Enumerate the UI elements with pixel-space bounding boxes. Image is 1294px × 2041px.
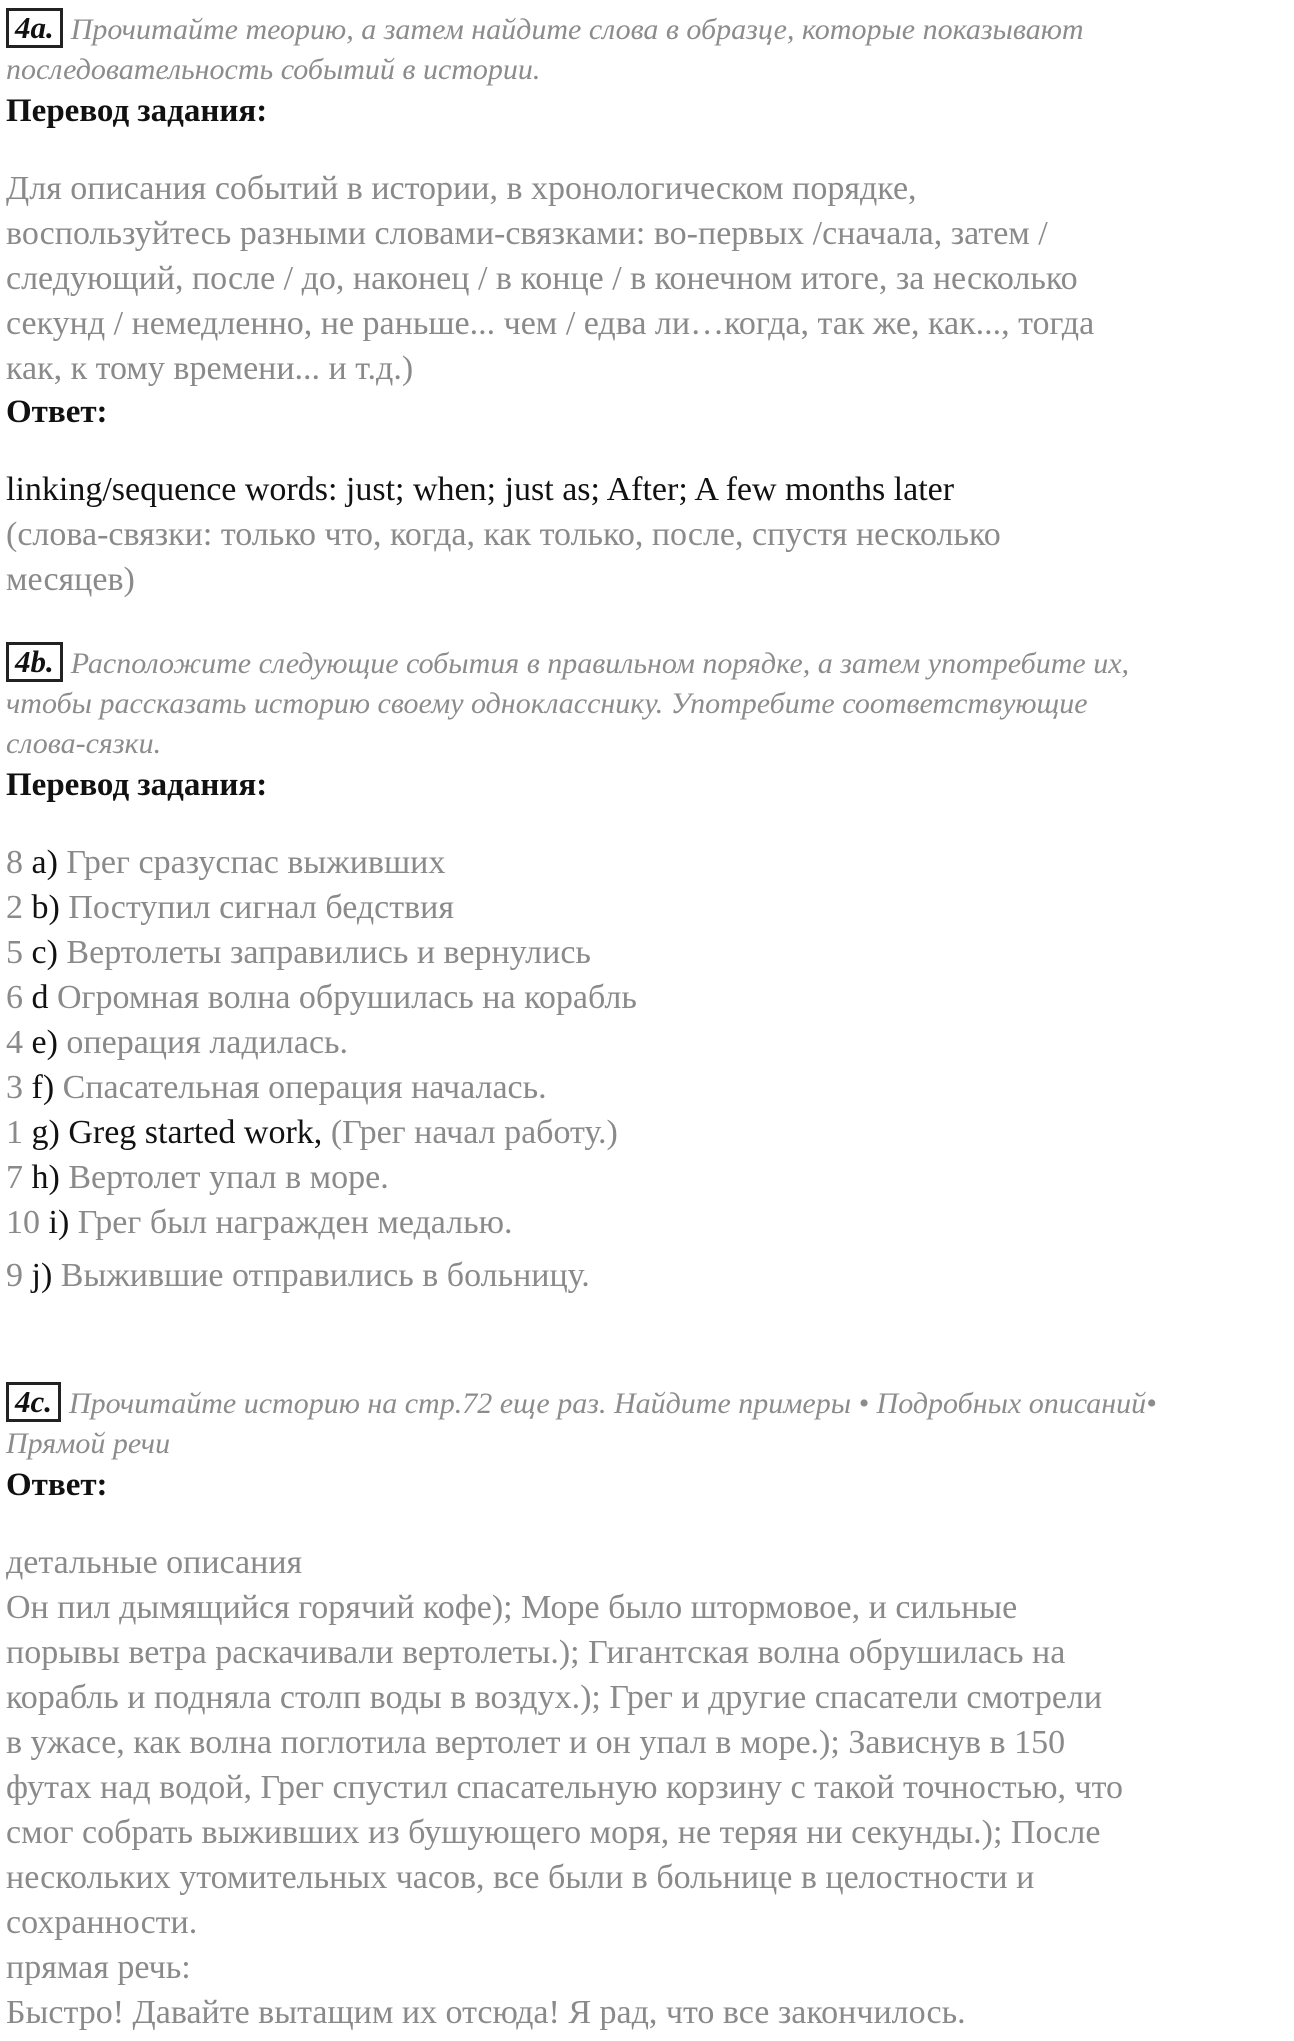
- task-4c-detailed-line: Он пил дымящийся горячий кофе); Море было штормовое, и сильные: [6, 1589, 1018, 1626]
- list-item: [6, 1253, 1286, 1298]
- task-4c-detailed-label: детальные описания: [6, 1544, 303, 1581]
- task-4a-answer-russian-line: (слова-связки: только что, когда, как только, после, спустя несколько: [6, 516, 1001, 553]
- item-letter: d: [31, 979, 49, 1016]
- item-order-number: 8: [6, 844, 23, 881]
- task-4b-instruction-text-1: Расположите следующие события в правильном порядке, а затем употребите их,: [70, 647, 1130, 680]
- task-4a-instruction-text-1: Прочитайте теорию, а затем найдите слова в образце, которые показывают: [70, 13, 1084, 46]
- item-order-number: 2: [6, 889, 23, 926]
- item-order-number: 4: [6, 1024, 23, 1061]
- task-4c: [6, 1382, 1286, 2035]
- list-item: [6, 840, 1286, 885]
- item-order-number: 7: [6, 1159, 23, 1196]
- task-4a-answer-russian-line: месяцев): [6, 561, 135, 598]
- item-text: (Грег начал работу.): [330, 1114, 618, 1151]
- task-4c-detailed-line: порывы ветра раскачивали вертолеты.); Гигантская волна обрушилась на: [6, 1634, 1066, 1671]
- item-order-number: 5: [6, 934, 23, 971]
- task-4a-translation-heading: Перевод задания:: [6, 93, 268, 129]
- list-item: [6, 975, 1286, 1020]
- item-letter: g): [31, 1114, 60, 1151]
- page-content: [6, 8, 1286, 2035]
- item-letter: a): [31, 844, 58, 881]
- item-letter: j): [31, 1257, 53, 1294]
- task-4b-instruction-line-2: чтобы рассказать историю своему однокласснику. Употребите соответствующие: [6, 687, 1088, 720]
- item-letter: e): [31, 1024, 58, 1061]
- task-4b-event-list: [6, 840, 1286, 1298]
- item-text: Огромная волна обрушилась на корабль: [57, 979, 637, 1016]
- item-text: Выжившие отправились в больницу.: [60, 1257, 590, 1294]
- item-order-number: 1: [6, 1114, 23, 1151]
- item-letter: b): [31, 889, 60, 926]
- task-4a-translation-line: воспользуйтесь разными словами-связками: во-первых /сначала, затем /: [6, 215, 1048, 252]
- item-letter: i): [48, 1204, 70, 1241]
- list-item: [6, 930, 1286, 975]
- task-4b-translation-heading: Перевод задания:: [6, 767, 268, 803]
- list-item: [6, 1200, 1286, 1245]
- item-letter: h): [31, 1159, 60, 1196]
- task-4c-badge: 4c.: [6, 1382, 61, 1422]
- task-4a-badge: 4a.: [6, 8, 63, 48]
- task-4c-instruction-text-1: Прочитайте историю на стр.72 еще раз. Найдите примеры • Подробных описаний•: [69, 1387, 1157, 1420]
- task-4c-direct-label: прямая речь:: [6, 1949, 191, 1986]
- task-4c-instruction-line-1: [6, 1382, 1286, 1424]
- item-english-text: Greg started work,: [68, 1114, 323, 1151]
- task-4c-detailed-line: корабль и подняла столп воды в воздух.); Грег и другие спасатели смотрели: [6, 1679, 1103, 1716]
- task-4c-detailed-line: сохранности.: [6, 1904, 198, 1941]
- task-4c-answer-heading: Ответ:: [6, 1467, 108, 1503]
- task-4a: [6, 8, 1286, 602]
- task-4a-translation-line: как, к тому времени... и т.д.): [6, 350, 414, 387]
- task-4c-detailed-line: смог собрать выживших из бушующего моря, не теряя ни секунды.); После: [6, 1814, 1101, 1851]
- list-item: [6, 1065, 1286, 1110]
- task-4b-instruction-line-3: слова-сязки.: [6, 727, 162, 760]
- list-item: [6, 885, 1286, 930]
- item-text: Грег сразуспас выживших: [66, 844, 446, 881]
- task-4a-instruction-line-1: [6, 8, 1286, 50]
- item-letter: f): [31, 1069, 55, 1106]
- item-text: Грег был награжден медалью.: [77, 1204, 513, 1241]
- task-4c-detailed-line: футах над водой, Грег спустил спасательную корзину с такой точностью, что: [6, 1769, 1124, 1806]
- list-item: [6, 1020, 1286, 1065]
- item-text: Спасательная операция началась.: [62, 1069, 547, 1106]
- task-4c-direct-text: Быстро! Давайте вытащим их отсюда! Я рад, что все закончилось.: [6, 1994, 966, 2031]
- item-order-number: 10: [6, 1204, 40, 1241]
- task-4a-answer-heading: Ответ:: [6, 394, 108, 430]
- item-letter: c): [31, 934, 58, 971]
- list-item: [6, 1155, 1286, 1200]
- item-text: Вертолеты заправились и вернулись: [66, 934, 591, 971]
- task-4c-detailed-line: нескольких утомительных часов, все были в больнице в целостности и: [6, 1859, 1035, 1896]
- item-order-number: 9: [6, 1257, 23, 1294]
- item-text: Вертолет упал в море.: [68, 1159, 389, 1196]
- task-4c-detailed-line: в ужасе, как волна поглотила вертолет и он упал в море.); Зависнув в 150: [6, 1724, 1066, 1761]
- task-4b: [6, 642, 1286, 1298]
- item-text: операция ладилась.: [66, 1024, 349, 1061]
- task-4a-answer-english: linking/sequence words: just; when; just as; After; A few months later: [6, 471, 955, 508]
- task-4b-instruction-line-1: [6, 642, 1286, 684]
- item-order-number: 3: [6, 1069, 23, 1106]
- task-4a-translation-line: секунд / немедленно, не раньше... чем / едва ли…когда, так же, как..., тогда: [6, 305, 1095, 342]
- task-4a-translation-line: следующий, после / до, наконец / в конце / в конечном итоге, за несколько: [6, 260, 1078, 297]
- list-item: [6, 1110, 1286, 1155]
- task-4a-translation-line: Для описания событий в истории, в хронологическом порядке,: [6, 170, 917, 207]
- task-4b-badge: 4b.: [6, 642, 63, 682]
- item-text: Поступил сигнал бедствия: [68, 889, 454, 926]
- item-order-number: 6: [6, 979, 23, 1016]
- task-4a-instruction-line-2: последовательность событий в истории.: [6, 53, 541, 86]
- task-4c-instruction-line-2: Прямой речи: [6, 1427, 171, 1460]
